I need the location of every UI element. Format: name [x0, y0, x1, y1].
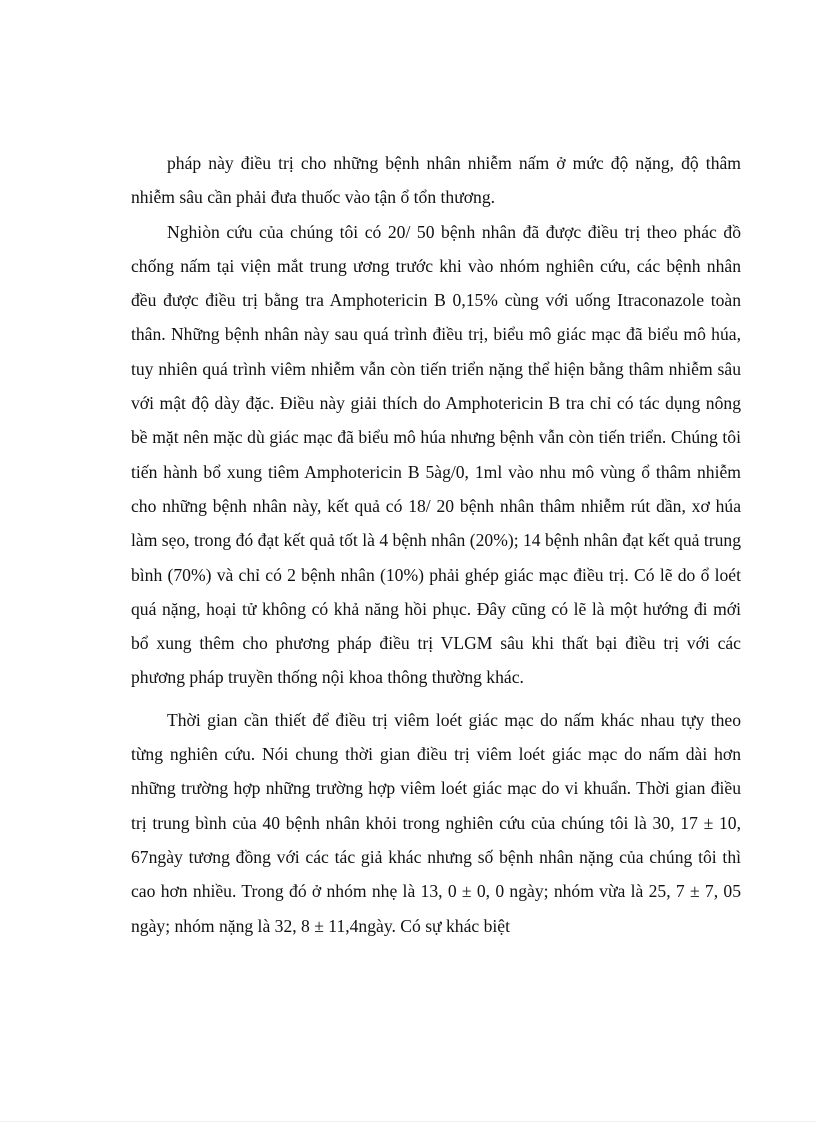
paragraph-treatment-duration: Thời gian cần thiết để điều trị viêm loét giác mạc do nấm khác nhau tựy theo từng nghiên cứu. Nói chung thời gian điều trị viêm loét giác mạc do nấm dài hơn những trường hợp những trường hợp viêm loét giác mạc do vi khuẩn. Thời gian điều trị trung bình của 40 bệnh nhân khỏi trong nghiên cứu của chúng tôi là 30, 17 ± 10, 67ngày tương đồng với các tác giả khác nhưng số bệnh nhân nặng của chúng tôi thì cao hơn nhiều. Trong đó ở nhóm nhẹ là 13, 0 ± 0, 0 ngày; nhóm vừa là 25, 7 ± 7, 05 ngày; nhóm nặng là 32, 8 ± 11,4ngày. Có sự khác biệt — [131, 709, 741, 936]
paragraph-study-amphotericin: Nghiòn cứu của chúng tôi có 20/ 50 bệnh nhân đã được điều trị theo phác đồ chống nấm tại viện mắt trung ương trước khi vào nhóm nghiên cứu, các bệnh nhân đều được điều trị bằng tra Amphotericin B 0,15% cùng với uống Itraconazole toàn thân. Những bệnh nhân này sau quá trình điều trị, biểu mô giác mạc đã biểu mô húa, tuy nhiên quá trình viêm nhiễm vẫn còn tiến triển nặng thể hiện bằng thâm nhiễm sâu với mật độ dày đặc. Điều này giải thích do Amphotericin B tra chỉ có tác dụng nông bề mặt nên mặc dù giác mạc đã biểu mô húa nhưng bệnh vẫn còn tiến triển. Chúng tôi tiến hành bổ xung tiêm Amphotericin B 5àg/0, 1ml vào nhu mô vùng ổ thâm nhiễm cho những bệnh nhân này, kết quả có 18/ 20 bệnh nhân thâm nhiễm rút dần, xơ húa làm sẹo, trong đó đạt kết quả tốt là 4 bệnh nhân (20%); 14 bệnh nhân đạt kết quả trung bình (70%) và chỉ có 2 bệnh nhân (10%) phải ghép giác mạc điều trị. Có lẽ do ổ loét quá nặng, hoại tử không có khả năng hồi phục. Đây cũng có lẽ là một hướng đi mới bổ xung thêm cho phương pháp điều trị VLGM sâu khi thất bại điều trị với các phương pháp truyền thống nội khoa thông thường khác. — [131, 221, 741, 688]
document-body — [131, 146, 741, 943]
paragraph-continuation: pháp này điều trị cho những bệnh nhân nhiễm nấm ở mức độ nặng, độ thâm nhiễm sâu cần phải đưa thuốc vào tận ổ tổn thương. — [131, 153, 741, 208]
page-bottom-divider — [0, 1121, 816, 1122]
